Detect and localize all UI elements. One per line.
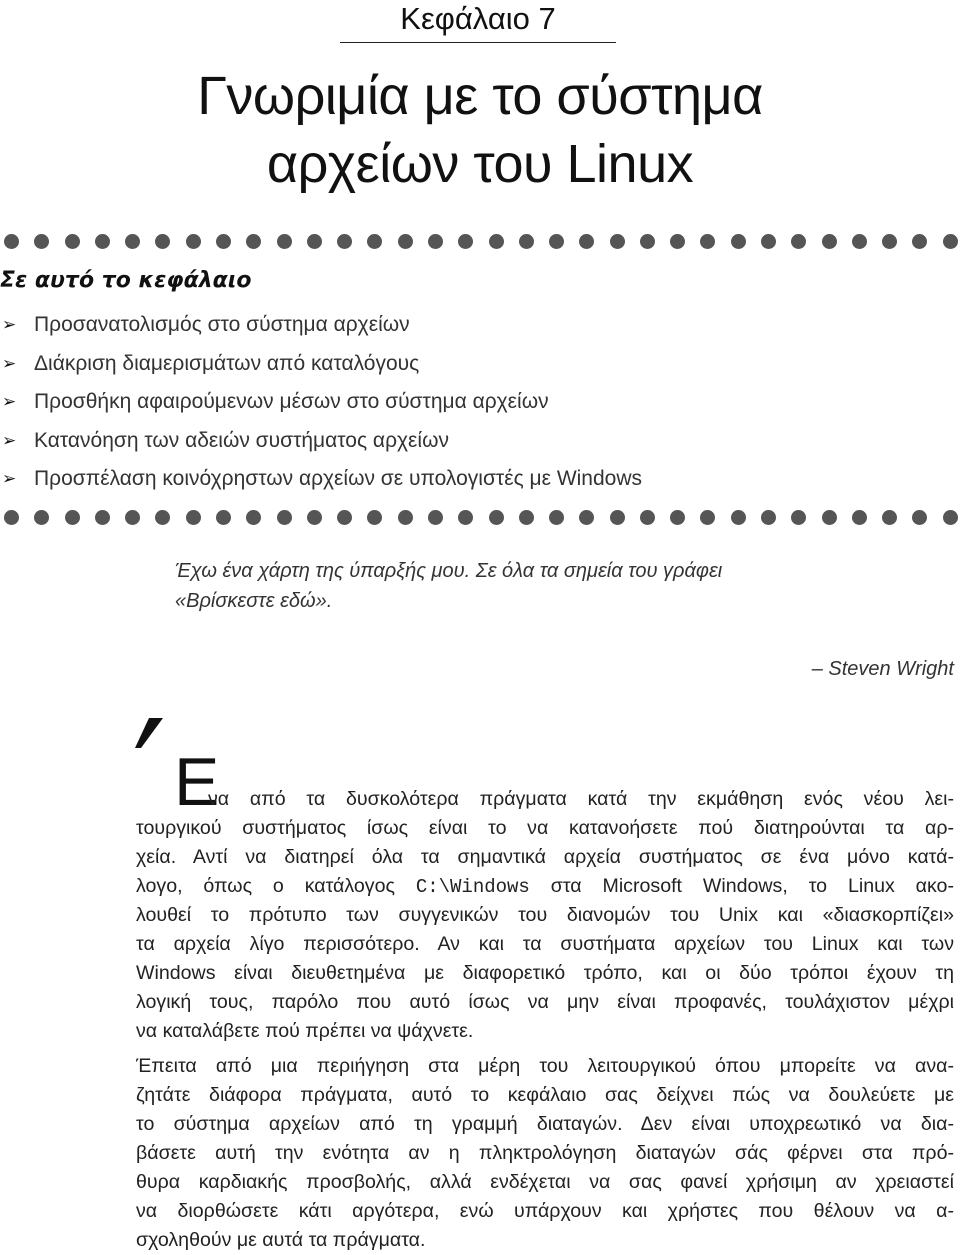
separator-dot (367, 234, 382, 249)
epigraph-author: – Steven Wright (811, 658, 954, 680)
chapter-underline (340, 42, 616, 43)
separator-dot (610, 510, 625, 525)
body-text-line: σχοληθούν με αυτά τα πράγματα. (136, 1229, 426, 1251)
body-text-line: λουθεί το πρότυπο των συγγενικών του διανομών του Unix και «διασκορπίζει» (136, 904, 954, 926)
separator-dot (549, 234, 564, 249)
separator-dot (822, 234, 837, 249)
separator-dot (155, 234, 170, 249)
topic-label: Διάκριση διαμερισμάτων από καταλόγους (34, 351, 420, 375)
separator-dot (458, 234, 473, 249)
in-this-chapter-heading: Σε αυτό το κεφάλαιο (0, 268, 252, 293)
separator-dot (246, 510, 261, 525)
list-item (0, 345, 642, 384)
arrowhead-bullet-icon: ➢ (2, 315, 17, 335)
separator-dot (822, 510, 837, 525)
body-text-line: ζητάτε διάφορα πράγματα, αυτό το κεφάλαιο σας δείχνει πώς να δουλεύετε με (136, 1084, 954, 1106)
separator-dot (700, 234, 715, 249)
separator-dot (519, 510, 534, 525)
separator-dot (186, 234, 201, 249)
separator-dot (912, 510, 927, 525)
separator-dot (731, 234, 746, 249)
separator-dot (155, 510, 170, 525)
separator-dot (579, 234, 594, 249)
separator-dot (4, 234, 19, 249)
separator-dot (277, 510, 292, 525)
separator-dot (943, 510, 958, 525)
separator-dot (246, 234, 261, 249)
separator-dot (458, 510, 473, 525)
topic-label: Προσανατολισμός στο σύστημα αρχείων (34, 313, 410, 337)
separator-dot (882, 234, 897, 249)
separator-dot (398, 234, 413, 249)
body-text-fragment: λογο, όπως ο κατάλογος (136, 875, 416, 897)
dotted-separator-bottom (4, 508, 958, 526)
epigraph-line: Έχω ένα χάρτη της ύπαρξής μου. Σε όλα τα σημεία του γράφει (175, 560, 723, 582)
dropcap-accent-mark (131, 716, 165, 750)
separator-dot (95, 510, 110, 525)
body-text-line: να διορθώσετε κάτι αργότερα, ενώ υπάρχουν και χρήστες που θέλουν να α- (136, 1200, 954, 1222)
arrowhead-bullet-icon: ➢ (2, 392, 17, 412)
body-text-fragment: στα Microsoft Windows, το Linux ακο- (529, 875, 954, 897)
separator-dot (731, 510, 746, 525)
separator-dot (307, 234, 322, 249)
topic-label: Κατανόηση των αδειών συστήματος αρχείων (34, 428, 449, 452)
separator-dot (307, 510, 322, 525)
separator-dot (943, 234, 958, 249)
separator-dot (852, 234, 867, 249)
separator-dot (791, 234, 806, 249)
chapter-title-line-1: Γνωριμία με το σύστημα (197, 66, 763, 126)
chapter-number: Κεφάλαιο 7 (400, 1, 556, 36)
chapter-title-line-2: αρχείων του Linux (266, 134, 694, 194)
separator-dot (852, 510, 867, 525)
separator-dot (125, 234, 140, 249)
separator-dot (700, 510, 715, 525)
topic-label: Προσθήκη αφαιρούμενων μέσων στο σύστημα αρχείων (34, 390, 549, 414)
separator-dot (34, 510, 49, 525)
body-text-line: χεία. Αντί να διατηρεί όλα τα σημαντικά αρχεία συστήματος σε ένα μόνο κατά- (136, 846, 954, 868)
arrowhead-bullet-icon: ➢ (2, 430, 17, 450)
separator-dot (428, 234, 443, 249)
body-text-line: θυρα καρδιακής προσβολής, αλλά ενδέχεται να σας φανεί χρήσιμη αν χρειαστεί (136, 1171, 954, 1193)
dropcap-letter: Ε (174, 744, 220, 820)
body-text-line: Έπειτα από μια περιήγηση στα μέρη του λειτουργικού όπου μπορείτε να ανα- (136, 1055, 954, 1077)
separator-dot (912, 234, 927, 249)
arrowhead-bullet-icon: ➢ (2, 469, 17, 489)
separator-dot (761, 234, 776, 249)
separator-dot (95, 234, 110, 249)
separator-dot (65, 234, 80, 249)
list-item (0, 383, 642, 422)
list-item (0, 306, 642, 345)
separator-dot (4, 510, 19, 525)
separator-dot (640, 234, 655, 249)
separator-dot (489, 234, 504, 249)
body-text-line: τα αρχεία λίγο περισσότερο. Αν και τα συστήματα αρχείων του Linux και των (136, 933, 954, 955)
separator-dot (670, 510, 685, 525)
separator-dot (670, 234, 685, 249)
dotted-separator-top (4, 232, 958, 250)
separator-dot (791, 510, 806, 525)
separator-dot (428, 510, 443, 525)
body-text-line: βάσετε αυτή την ενότητα αν η πληκτρολόγηση διαταγών σάς φέρνει στα πρό- (136, 1142, 954, 1164)
list-item (0, 460, 642, 499)
body-text-line: να από τα δυσκολότερα πράγματα κατά την εκμάθηση ενός νέου λει- (208, 788, 954, 810)
separator-dot (337, 510, 352, 525)
separator-dot (125, 510, 140, 525)
body-text-line: τουργικού συστήματος ίσως είναι το να κατανοήσετε πού διατηρούνται τα αρ- (136, 817, 954, 839)
separator-dot (549, 510, 564, 525)
separator-dot (337, 234, 352, 249)
separator-dot (216, 510, 231, 525)
separator-dot (65, 510, 80, 525)
separator-dot (882, 510, 897, 525)
body-text-line (136, 872, 954, 900)
list-item (0, 422, 642, 461)
separator-dot (761, 510, 776, 525)
chapter-title (0, 62, 960, 198)
epigraph-line: «Βρίσκεστε εδώ». (175, 590, 333, 612)
topic-label: Προσπέλαση κοινόχρηστων αρχείων σε υπολογιστές με Windows (34, 467, 643, 491)
separator-dot (277, 234, 292, 249)
separator-dot (216, 234, 231, 249)
separator-dot (34, 234, 49, 249)
body-text-line: να καταλάβετε πού πρέπει να ψάχνετε. (136, 1020, 474, 1042)
arrowhead-bullet-icon: ➢ (2, 353, 17, 373)
separator-dot (579, 510, 594, 525)
separator-dot (186, 510, 201, 525)
separator-dot (489, 510, 504, 525)
windows-path-code: C:\Windows (415, 876, 530, 898)
separator-dot (367, 510, 382, 525)
separator-dot (519, 234, 534, 249)
chapter-topics-list (0, 306, 642, 499)
body-text-line: το σύστημα αρχείων από τη γραμμή διαταγών. Δεν είναι υποχρεωτικό να δια- (136, 1113, 954, 1135)
separator-dot (398, 510, 413, 525)
separator-dot (610, 234, 625, 249)
separator-dot (640, 510, 655, 525)
epigraph-quote (175, 556, 935, 616)
body-text-line: λογική τους, παρόλο που αυτό ίσως να μην είναι προφανές, τουλάχιστον μέχρι (136, 991, 954, 1013)
body-text-line: Windows είναι διευθετημένα με διαφορετικό τρόπο, και οι δύο τρόποι έχουν τη (136, 962, 954, 984)
